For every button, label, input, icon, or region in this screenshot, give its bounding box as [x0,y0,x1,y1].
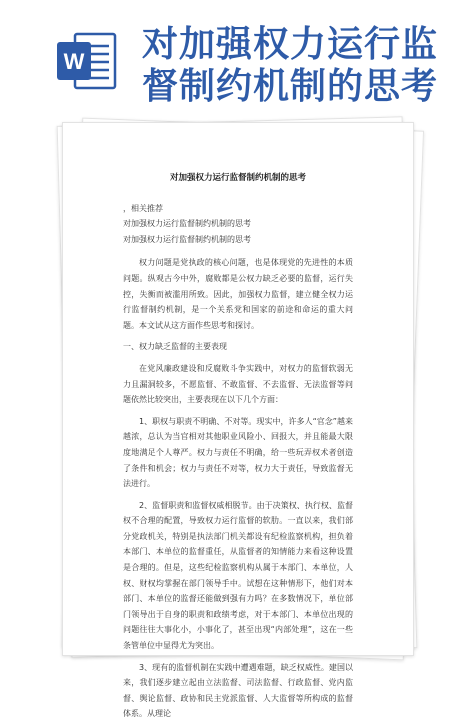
paragraph: 在党风廉政建设和反腐败斗争实践中，对权力的监督软弱无力且漏洞较多，不愿监督、不敢监督、不去监督、无法监督等问题依然比较突出，主要表现在以下几个方面： [123,363,353,405]
document-title: 对加强权力运行监督制约机制的思考 [169,173,306,183]
section-heading: 一、权力缺乏监督的主要表现 [123,342,227,352]
document-body [123,171,353,722]
paragraph-point-2: 2、监督职责和监督权威相脱节。由于决策权、执行权、监督权不合理的配置，导致权力运行监督的软肋。一直以来，我们部分党政机关，特别是执法部门机关都设有纪检监察机构，担负着本部门、本单位的监督重任，从监督者的知情能力来看这种设置是合理的。但是，这些纪检监察机构从属于本部门、本单位，人权、财权均掌握在部门领导手中。试想在这种情形下，他们对本部门、本单位的监督还能做到强有力吗？在多数情况下，单位部门领导出于自身的职责和政绩考虑，对于本部门、本单位出现的问题往往大事化小，小事化了，甚至出现“内部处理”，这在一些条管单位中显得尤为突出。 [123,500,353,651]
paper-sheet-front [62,122,414,719]
paragraph-point-1: 1、职权与职责不明确、不对等。现实中，许多人“官念”越来越浓，总认为当官相对其他职业风险小、回报大，并且能最大限度地满足个人尊严。权力与责任不明确，给一些玩弄权术者创造了条件和机会；权力与责任不对等，权力大于责任，导致监督无法进行。 [123,416,353,489]
related-item[interactable]: 对加强权力运行监督制约机制的思考 [123,219,251,229]
related-label: ，相关推荐 [123,203,163,213]
banner-title: 对加强权力运行监督制约机制的思考 [142,24,439,107]
word-document-icon [55,30,117,92]
header-banner [0,0,474,118]
paragraph-intro: 权力问题是党执政的核心问题，也是体现党的先进性的本质问题。纵观古今中外，腐败都是公权力缺乏必要的监督，运行失控，失衡而被滥用所致。因此，加强权力监督，建立健全权力运行监督制约机制，是一个关系党和国家的前途和命运的重大问题。本文试从这方面作些思考和探讨。 [123,258,353,330]
document-preview[interactable] [58,118,418,719]
related-item[interactable]: 对加强权力运行监督制约机制的思考 [123,234,251,244]
word-icon-letter: W [63,49,85,74]
paragraph-point-3: 3、现有的监督机制在实践中遭遇难题，缺乏权威性。建国以来，我们逐步建立起由立法监督、司法监督、行政监督、党内监督、舆论监督、政协和民主党派监督、人大监督等所构成的监督体系。从理论 [123,662,353,719]
